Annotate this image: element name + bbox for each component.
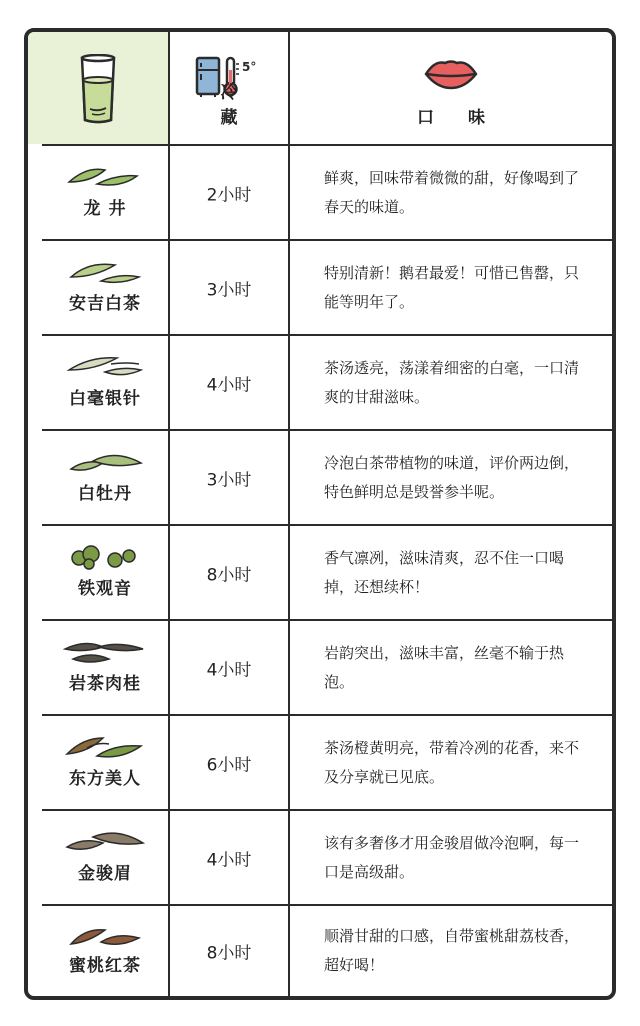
taste-description: 茶汤橙黄明亮，带着冷冽的花香，来不及分享就已见底。 [324,738,580,786]
table-row [28,619,612,714]
table-row [28,524,612,619]
time-cell [168,526,288,619]
tea-name-cell [42,146,168,239]
tea-name-cell [42,336,168,429]
header-taste-cell [288,32,612,144]
cold-brew-time: 8小时 [206,943,252,964]
time-cell [168,431,288,524]
taste-description: 茶汤透亮，荡漾着细密的白毫，一口清爽的甘甜滋味。 [324,358,580,406]
cold-brew-time: 4小时 [206,375,252,395]
table-row [28,239,612,334]
tea-leaf-icon [65,922,145,950]
table-header [28,32,612,144]
tea-name: 龙 井 [83,199,127,219]
header-cold-label: 冷 藏 [220,83,262,128]
cold-brew-time: 6小时 [206,755,252,775]
tea-name: 铁观音 [78,579,132,599]
taste-cell [288,526,612,619]
table-row [28,809,612,904]
tea-name: 岩茶肉桂 [69,674,141,694]
header-taste-label: 口 味 [417,108,499,128]
taste-description: 鲜爽，回味带着微微的甜，好像喝到了春天的味道。 [324,168,580,216]
table-grid [28,32,612,996]
table-row [28,144,612,239]
time-cell [168,146,288,239]
tea-leaf-icon [65,447,145,475]
time-cell [168,716,288,809]
cold-brew-time: 8小时 [206,565,252,585]
tea-leaf-icon [63,637,147,667]
header-cold-cell [168,32,288,144]
taste-description: 特别清新！鹅君最爱！可惜已售罄，只能等明年了。 [324,263,580,311]
tea-name-cell [42,621,168,714]
taste-cell [288,906,612,996]
tea-cold-brew-table [24,28,616,1000]
tea-leaf-icon [65,162,145,190]
taste-cell [288,621,612,714]
tea-name: 金骏眉 [78,864,132,884]
tea-name: 白毫银针 [69,389,141,409]
table-row [28,904,612,996]
tea-name-cell [42,431,168,524]
taste-cell [288,431,612,524]
tea-leaf-icon [65,352,145,380]
tea-leaf-icon [63,827,147,857]
time-cell [168,906,288,996]
tea-name-cell [42,241,168,334]
table-row [28,714,612,809]
taste-cell [288,716,612,809]
taste-description: 香气凛冽，滋味清爽，忍不住一口喝掉，还想续杯！ [324,548,565,596]
tea-name-cell [42,811,168,904]
taste-description: 冷泡白茶带植物的味道，评价两边倒，特色鲜明总是毁誉参半呢。 [324,453,580,501]
cold-brew-time: 3小时 [206,280,252,300]
temperature-label: 5° [242,60,257,74]
time-cell [168,621,288,714]
tea-name: 蜜桃红茶 [69,956,141,976]
lips-icon [423,56,479,92]
table-row [28,429,612,524]
tea-name-cell [42,716,168,809]
taste-description: 岩韵突出，滋味丰富，丝毫不输于热泡。 [324,643,565,691]
header-glass-cell [28,32,168,144]
taste-description: 顺滑甘甜的口感，自带蜜桃甜荔枝香，超好喝！ [324,927,580,974]
taste-cell [288,811,612,904]
tea-name: 东方美人 [69,769,141,789]
time-cell [168,241,288,334]
cold-brew-time: 4小时 [206,660,252,680]
tea-name-cell [42,906,168,996]
cold-brew-time: 2小时 [206,185,252,205]
cold-brew-time: 4小时 [206,850,252,870]
taste-description: 该有多奢侈才用金骏眉做冷泡啊，每一口是高级甜。 [324,833,580,881]
taste-cell [288,336,612,429]
glass-of-tea-icon [78,54,118,126]
tea-name: 安吉白茶 [69,294,141,314]
taste-cell [288,241,612,334]
tea-leaf-icon [63,732,147,762]
cold-brew-time: 3小时 [206,470,252,490]
tea-leaf-icon [65,257,145,285]
tea-name-cell [42,526,168,619]
taste-cell [288,146,612,239]
time-cell [168,336,288,429]
time-cell [168,811,288,904]
tea-name: 白牡丹 [78,484,132,504]
tea-leaf-icon [65,542,145,570]
table-row [28,334,612,429]
